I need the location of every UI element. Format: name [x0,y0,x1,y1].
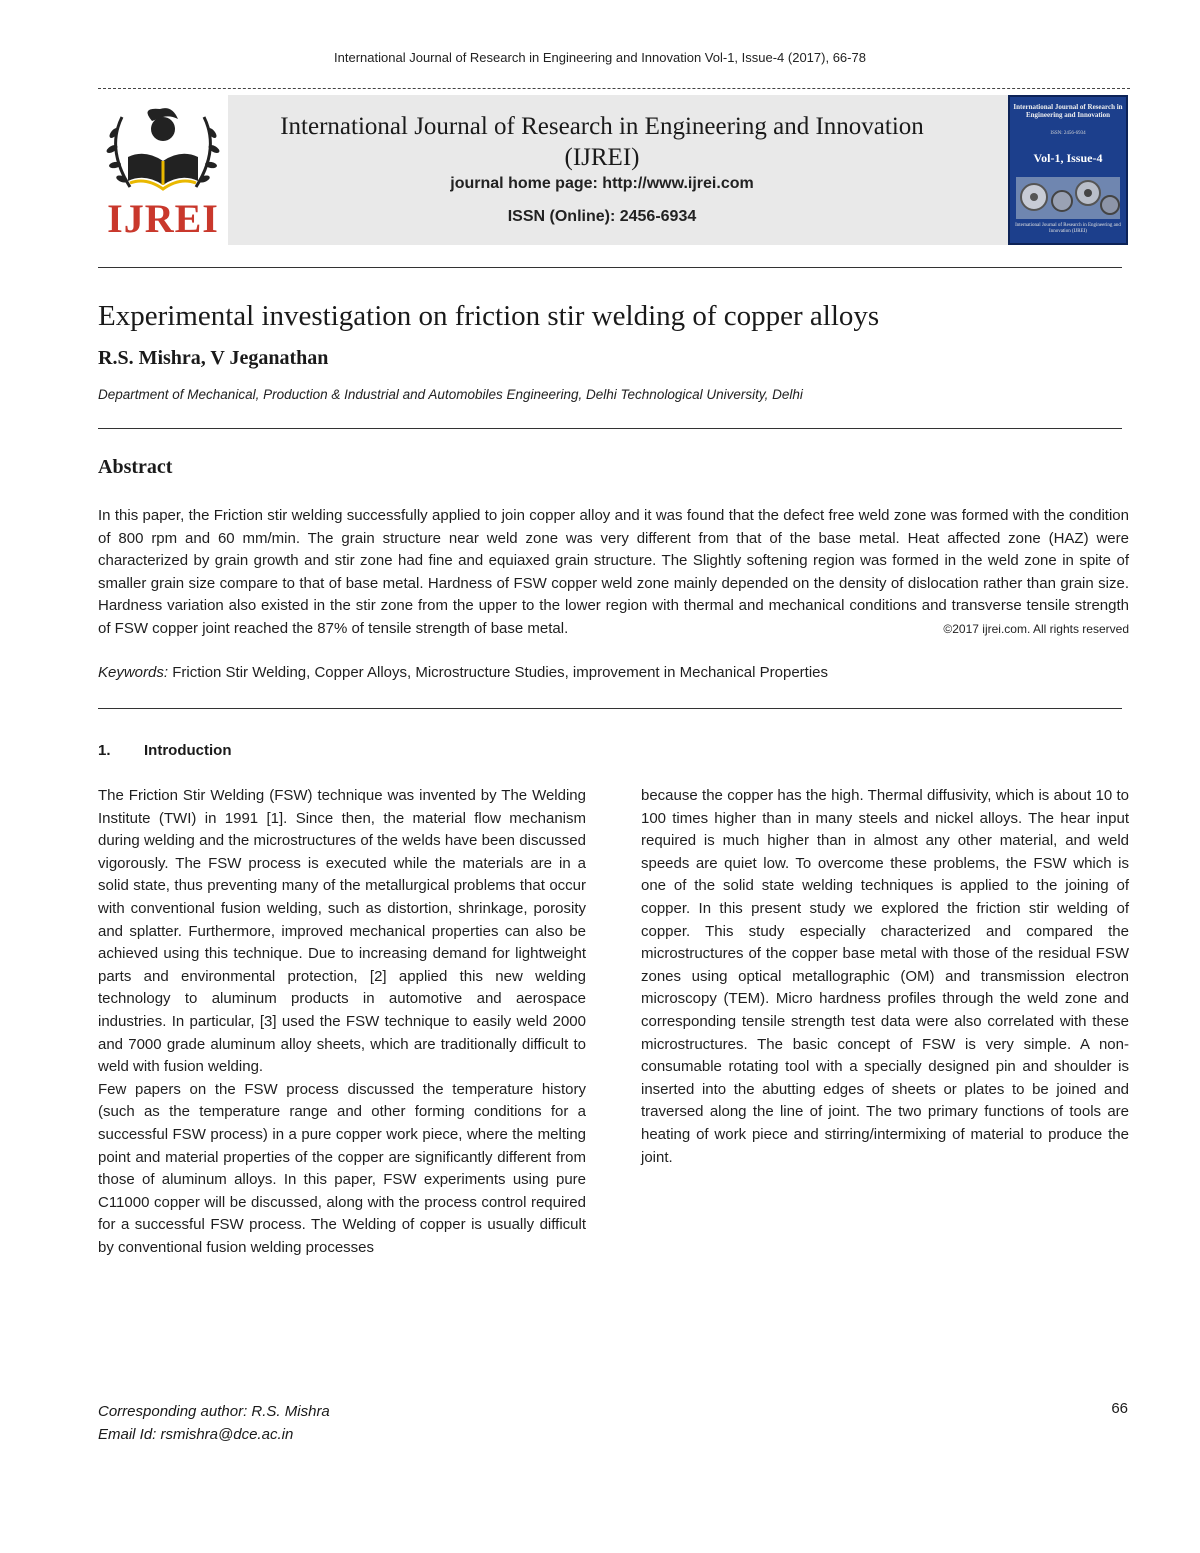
journal-issn: ISSN (Online): 2456-6934 [507,208,697,225]
cover-issn: ISSN: 2456-6934 [1050,131,1086,136]
journal-logo [98,95,228,245]
journal-abbrev: (IJREI) [564,144,640,171]
copyright-notice: ©2017 ijrei.com. All rights reserved [943,621,1129,636]
section-title: Introduction [144,742,232,759]
cover-footer: International Journal of Research in Engineering and Innovation (IJREI) [1015,223,1121,234]
keywords [98,664,1129,681]
divider-rule [98,428,1122,429]
corresponding-author: Corresponding author: R.S. Mishra [98,1403,330,1420]
page-number: 66 [1111,1400,1128,1417]
section-heading-introduction [98,742,231,759]
abstract-heading: Abstract [98,456,173,478]
cover-title: International Journal of Research in Engineering and Innovation [1013,103,1123,119]
paragraph: because the copper has the high. Thermal diffusivity, which is about 10 to 100 times higher than in many steels and nickel alloys. The hear input required is much higher than in almost any other material, and weld speeds are quiet low. To overcome these problems, the FSW which is one of the solid state welding techniques is applied to the joining of copper. In this present study we explored the friction stir welding of copper. This study especially characterized and compared the microstructures of the copper base metal with those of the residual FSW zones using optical metallographic (OM) and transmission electron microscopy (TEM). Micro hardness profiles through the weld zone and corresponding tensile strength test data were also correlated with these microstructures. The basic concept of FSW is very simple. A non-consumable rotating tool with a specially designed pin and shoulder is inserted into the abutting edges of sheets or plates to be joined and traversed along the line of joint. The two primary functions of tools are heating of work piece and stirring/intermixing of material to produce the joint. [641,787,1129,1166]
journal-cover [1008,95,1128,245]
logo-wordmark: IJREI [107,196,219,241]
corresponding-author-footer [98,1400,330,1446]
paragraph: The Friction Stir Welding (FSW) technique was invented by The Welding Institute (TWI) in 1991 [1]. Since then, the material flow mechanism during welding and the microstructures of the welds have been discussed vigorously. The FSW process is executed while the materials are in a solid state, thus preventing many of the metallurgical problems that occur with conventional fusion welding, such as distortion, shrinkage, porosity and splatter. Furthermore, improved mechanical properties can also be achieved using this technique. Due to increasing demand for lightweight parts and environmental protection, [2] applied this new welding technology to aluminum products in automotive and aerospace industries. In particular, [3] used the FSW technique to easily weld 2000 and 7000 grade aluminum alloy sheets, which are traditionally difficult to weld with fusion welding. [98,787,586,1076]
abstract-text: In this paper, the Friction stir welding successfully applied to join copper alloy and it was found that the defect free weld zone was formed with the condition of 800 rpm and 60 mm/min. The grain structure near weld zone was very different from that of the base metal. Heat affected zone (HAZ) were characterized by grain growth and stir zone had fine and equiaxed grain structure. The Slightly softening region was formed in the weld zone in spite of smaller grain size compare to that of base metal. Hardness of FSW copper weld zone mainly depended on the density of dislocation rather than grain size. Hardness variation also existed in the stir zone from the upper to the lower region with thermal and mechanical conditions and transverse tensile strength of FSW copper joint reached the 87% of tensile strength of base metal. [98,507,1129,637]
journal-name [228,111,976,173]
laurel-book-logo-icon [100,99,226,199]
body-column-left [98,785,586,1259]
paper-authors: R.S. Mishra, V Jeganathan [98,347,329,369]
abstract-body [98,505,1129,640]
cover-volume: Vol-1, Issue-4 [1033,151,1103,165]
keywords-list: Friction Stir Welding, Copper Alloys, Microstructure Studies, improvement in Mechanical Properties [172,664,829,681]
journal-full-name: International Journal of Research in Engineering and Innovation [280,113,924,140]
divider-rule [98,267,1122,268]
gears-image-icon [1016,177,1120,219]
author-affiliation: Department of Mechanical, Production & Industrial and Automobiles Engineering, Delhi Technological University, Delhi [98,387,803,402]
section-number: 1. [98,742,111,759]
divider-rule [98,708,1122,709]
body-column-right [641,785,1129,1169]
paper-title: Experimental investigation on friction stir welding of copper alloys [98,300,880,332]
running-head: International Journal of Research in Engineering and Innovation Vol-1, Issue-4 (2017), 66-78 [334,50,866,65]
keywords-label: Keywords: [98,664,169,681]
dashed-divider [98,88,1130,89]
paragraph: Few papers on the FSW process discussed the temperature history (such as the temperature range and other forming conditions for a successful FSW process) in a pure copper work piece, where the melting point and material properties of the copper are significantly different from those of aluminum alloys. In this paper, FSW experiments using pure C11000 copper will be discussed, along with the process control required for a successful FSW process. The Welding of copper is usually difficult by conventional fusion welding processes [98,1080,586,1256]
journal-banner [98,95,1128,245]
author-email: Email Id: rsmishra@dce.ac.in [98,1426,294,1443]
journal-homepage: journal home page: http://www.ijrei.com [450,175,754,192]
